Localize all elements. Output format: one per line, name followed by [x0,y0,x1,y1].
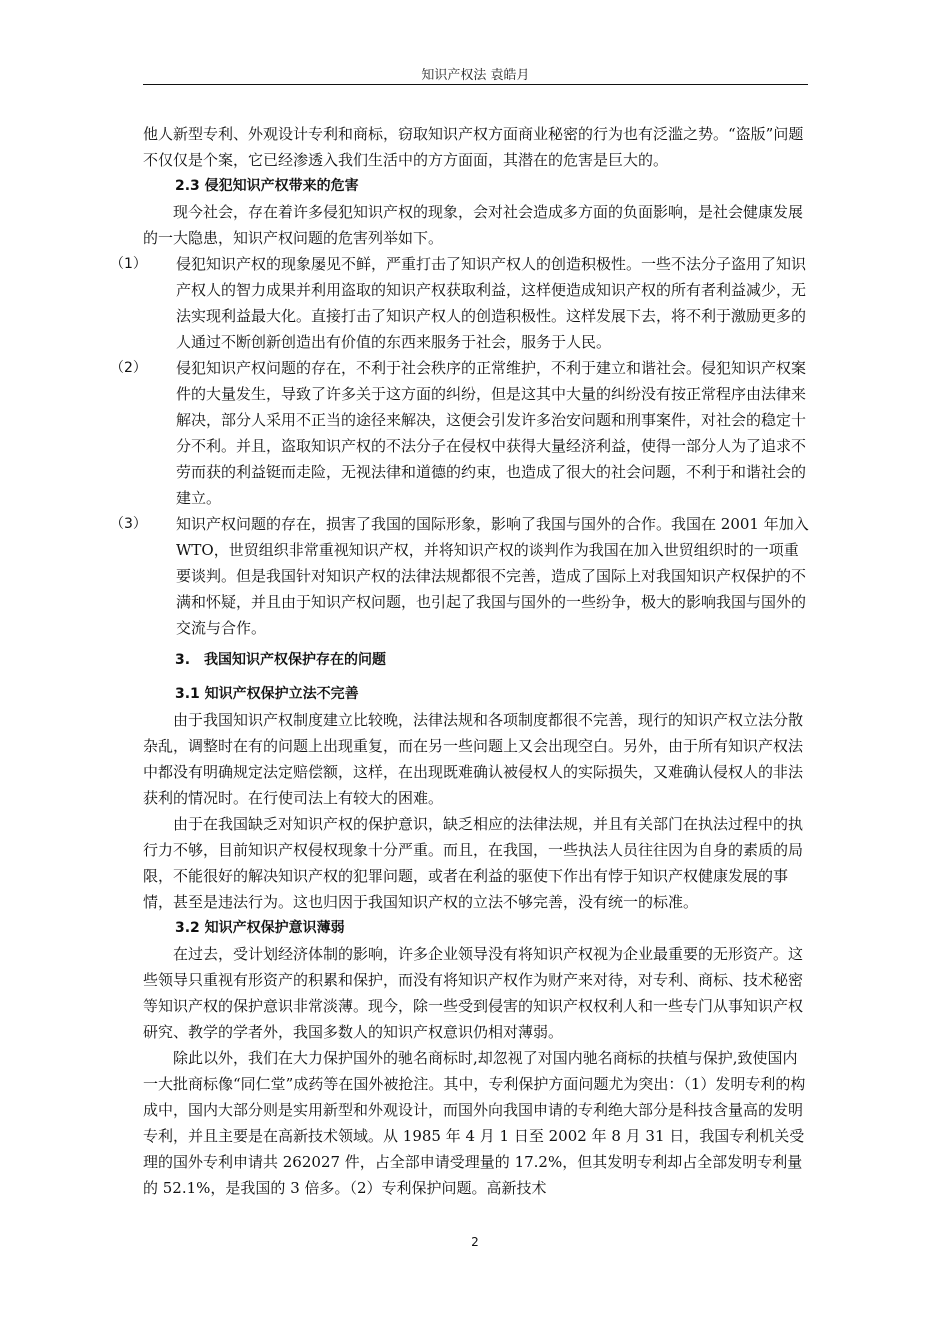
page-header: 知识产权法 袁皓月 [421,68,530,83]
list-marker: （2） [110,360,147,376]
list-item-text: 知识产权问题的存在，损害了我国的国际形象，影响了我国与国外的合作。我国在 2001 年加入 WTO，世贸组织非常重视知识产权，并将知识产权的谈判作为我国在加入世贸组织时的一项重要谈判。但是我国针对知识产权的法律法规都很不完善，造成了国际上对我国知识产权保护的不满和怀疑，并且由于知识产权问题，也引起了我国与国外的一些纷争，极大的影响我国与国外的交流与合作。 [176,515,809,637]
header-rule [143,84,808,85]
list-item-text: 侵犯知识产权的现象屡见不鲜，严重打击了知识产权人的创造积极性。一些不法分子盗用了知识产权人的智力成果并利用盗取的知识产权获取利益，这样便造成知识产权的所有者利益减少，无法实现利益最大化。直接打击了知识产权人的创造积极性。这样发展下去，将不利于激励更多的人通过不断创新创造出有价值的东西来服务于社会，服务于人民。 [176,255,807,351]
section-heading-2-3: 2.3 侵犯知识产权带来的危害 [175,178,359,194]
list-item-1 [110,251,810,355]
paragraph: 由于我国知识产权制度建立比较晚，法律法规和各项制度都很不完善，现行的知识产权立法分散杂乱，调整时在有的问题上出现重复，而在另一些问题上又会出现空白。另外，由于所有知识产权法中都没有明确规定法定赔偿额，这样，在出现既难确认被侵权人的实际损失，又难确认侵权人的非法获利的情况时。在行使司法上有较大的困难。 [143,711,804,807]
paragraph: 除此以外，我们在大力保护国外的驰名商标时,却忽视了对国内驰名商标的扶植与保护,致使国内一大批商标像“同仁堂”成药等在国外被抢注。其中，专利保护方面问题尤为突出：（1）发明专利的构成中，国内大部分则是实用新型和外观设计，而国外向我国申请的专利绝大部分是科技含量高的发明专利，并且主要是在高新技术领域。从 1985 年 4 月 1 日至 2002 年 8 月 31 日，我国专利机关受理的国外专利申请共 262027 件，占全部申请受理量的 17.2%，但其发明专利却占全部发明专利量的 52.1%，是我国的 3 倍多。（2）专利保护问题。高新技术 [143,1049,806,1197]
paragraph: 在过去，受计划经济体制的影响，许多企业领导没有将知识产权视为企业最重要的无形资产。这些领导只重视有形资产的积累和保护，而没有将知识产权作为财产来对待，对专利、商标、技术秘密等知识产权的保护意识非常淡薄。现今，除一些受到侵害的知识产权权利人和一些专门从事知识产权研究、教学的学者外，我国多数人的知识产权意识仍相对薄弱。 [143,945,804,1041]
list-item-text: 侵犯知识产权问题的存在，不利于社会秩序的正常维护，不利于建立和谐社会。侵犯知识产权案件的大量发生，导致了许多关于这方面的纠纷，但是这其中大量的纠纷没有按正常程序由法律来解决，部分人采用不正当的途径来解决，这便会引发许多治安问题和刑事案件，对社会的稳定十分不利。并且，盗取知识产权的不法分子在侵权中获得大量经济利益，使得一部分人为了追求不劳而获的利益铤而走险，无视法律和道德的约束，也造成了很大的社会问题，不利于和谐社会的建立。 [176,359,807,507]
document-body [110,121,810,1201]
paragraph: 现今社会，存在着许多侵犯知识产权的现象，会对社会造成多方面的负面影响，是社会健康发展的一大隐患，知识产权问题的危害列举如下。 [143,203,804,247]
section-heading-3-2: 3.2 知识产权保护意识薄弱 [175,920,345,936]
section-heading-3: 3. 我国知识产权保护存在的问题 [175,652,387,668]
section-heading-3-1: 3.1 知识产权保护立法不完善 [175,686,359,702]
paragraph: 由于在我国缺乏对知识产权的保护意识，缺乏相应的法律法规，并且有关部门在执法过程中的执行力不够，目前知识产权侵权现象十分严重。而且，在我国，一些执法人员往往因为自身的素质的局限，不能很好的解决知识产权的犯罪问题，或者在利益的驱使下作出有悖于知识产权健康发展的事情，甚至是违法行为。这也归因于我国知识产权的立法不够完善，没有统一的标准。 [143,815,804,911]
list-item-3 [110,511,810,641]
list-item-2 [110,355,810,511]
list-marker: （1） [110,256,147,272]
page-number: 2 [471,1235,479,1249]
list-marker: （3） [110,516,147,532]
paragraph: 他人新型专利、外观设计专利和商标，窃取知识产权方面商业秘密的行为也有泛滥之势。“盗版”问题不仅仅是个案，它已经渗透入我们生活中的方方面面，其潜在的危害是巨大的。 [143,125,804,169]
